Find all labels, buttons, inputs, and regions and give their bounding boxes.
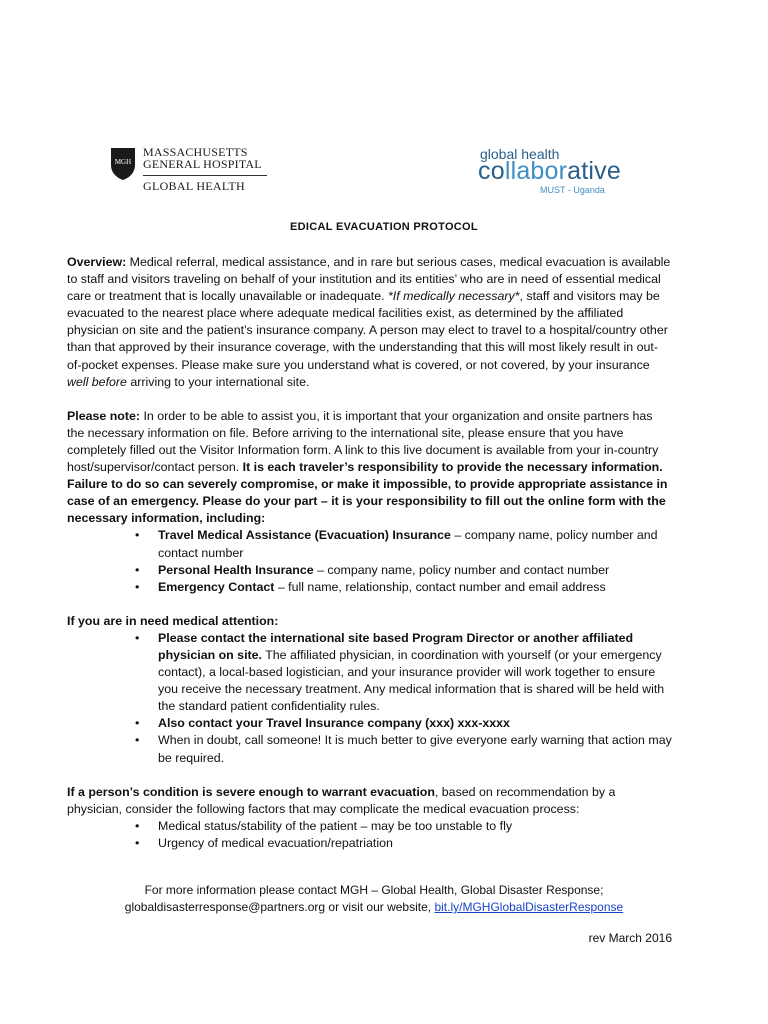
list-item: • Medical status/stability of the patient – may be too unstable to fly [67, 818, 672, 835]
evacuation-paragraph [67, 784, 672, 818]
bullet-icon: • [135, 630, 140, 645]
evacuation-factors-list [67, 818, 672, 852]
note-bold-text: It is each traveler’s responsibility to provide the necessary information. Failure to do so can severely compromise, or make it impossible, to provide appropriate assistance in case of an emergency. Please do your part – it is your responsibility to fill out the online form with the necessary information, including: [67, 460, 668, 526]
required-info-list [67, 527, 672, 595]
document-body [67, 254, 672, 852]
list-item: • When in doubt, call someone! It is much better to give everyone early warning that action may be required. [135, 733, 672, 765]
mgh-line2: GENERAL HOSPITAL [143, 157, 262, 171]
mgh-shield-icon [110, 147, 136, 181]
footer-line-2 [0, 899, 748, 916]
list-item: • Please contact the international site based Program Director or another affiliated physician on site. The affiliated physician, in coordination with yourself (or your emergency contact), a local-based logistician, and your insurance provider will work together to ensure you receive the necessary treatment. Any medical information that is shared will be held with the standard patient confidentiality rules. [135, 630, 665, 714]
collab-main [478, 157, 621, 186]
list-item: • Urgency of medical evacuation/repatriation [67, 835, 672, 852]
mgh-global-health-logo [110, 146, 270, 194]
attention-heading: If you are in need medical attention: [67, 613, 279, 628]
collab-main-c: ative [567, 157, 621, 185]
note-label: Please note: [67, 408, 140, 423]
bullet-icon: • [135, 733, 140, 748]
bullet-icon: • [135, 528, 140, 543]
list-item: • Also contact your Travel Insurance company (xxx) xxx-xxxx [67, 715, 672, 732]
collab-main-b: llabor [504, 157, 568, 185]
mgh-line1: MASSACHUSETTS [143, 145, 248, 159]
collab-top: global health [480, 146, 560, 162]
footer-contact [0, 882, 748, 916]
overview-italic-1: *If medically necessary* [387, 289, 520, 304]
note-paragraph [67, 408, 672, 528]
overview-text-2: , staff and visitors may be evacuated to the nearest place where adequate medical facilities exist, as determined by the affiliated physician on site and the patient’s insurance company. A person may elect to travel to a hospital/country other than that approved by their insurance coverage, with the understanding that this will most likely result in out-of-pocket expenses. Please make sure you understand what is covered, or not covered, by your insurance [67, 289, 668, 372]
list-item: • Personal Health Insurance – company name, policy number and contact number [67, 562, 672, 579]
footer-line-1: For more information please contact MGH – Global Health, Global Disaster Response; [144, 883, 604, 897]
mgh-line3: GLOBAL HEALTH [143, 179, 246, 193]
mgh-name [143, 146, 262, 170]
attention-list [67, 630, 672, 767]
collab-main-a: co [478, 157, 505, 185]
evacuation-text: , based on recommendation by a physician, consider the following factors that may complicate the medical evacuation process: [67, 784, 616, 816]
bullet-icon: • [135, 716, 140, 731]
overview-label: Overview: [67, 255, 127, 269]
bullet-icon: • [135, 818, 140, 833]
website-link[interactable]: bit.ly/MGHGlobalDisasterResponse [434, 900, 624, 914]
mgh-shield-text: MGH [114, 158, 132, 166]
document-title: EDICAL EVACUATION PROTOCOL [290, 221, 478, 233]
overview-paragraph [67, 254, 672, 391]
bullet-icon: • [135, 579, 140, 594]
overview-italic-2: well before [67, 374, 127, 389]
overview-text-3: arriving to your international site. [126, 374, 310, 389]
list-item: • Emergency Contact – full name, relationship, contact number and email address [67, 579, 672, 596]
overview-text-1: Medical referral, medical assistance, and in rare but serious cases, medical evacuation is available to staff and visitors traveling on behalf of your institution and its entities’ who are in need of essential medical care or treatment that is locally unavailable or inadequate. [67, 255, 671, 304]
revision-date: rev March 2016 [588, 931, 672, 945]
bullet-icon: • [135, 562, 140, 577]
collab-sub: MUST - Uganda [540, 185, 605, 195]
footer-line-2-text: globaldisasterresponse@partners.org or visit our website, [124, 900, 435, 914]
mgh-divider [143, 175, 267, 176]
list-item: • Travel Medical Assistance (Evacuation) Insurance – company name, policy number and contact number [135, 528, 658, 560]
note-text-1: In order to be able to assist you, it is important that your organization and onsite partners has the necessary information on file. Before arriving to the international site, please ensure that you have completely filled out the Visitor Information form. A link to this live document is available from your in-country host/supervisor/contact person. [67, 408, 659, 475]
evacuation-bold-text: If a person’s condition is severe enough to warrant evacuation [67, 784, 435, 799]
bullet-icon: • [135, 835, 140, 850]
global-health-collaborative-logo [478, 146, 628, 198]
